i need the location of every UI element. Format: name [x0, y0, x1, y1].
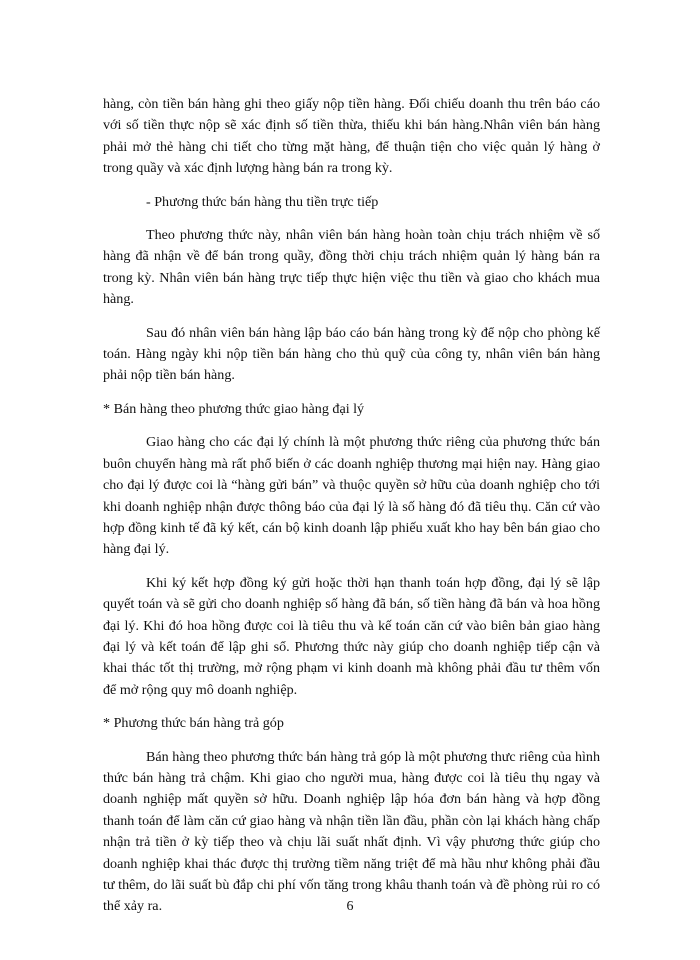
heading-agency-sales: * Bán hàng theo phương thức giao hàng đại lý — [103, 400, 365, 417]
page-number: 6 — [346, 899, 354, 914]
paragraph-direct-payment: Theo phương thức này, nhân viên bán hàng hoàn toàn chịu trách nhiệm về số hàng đã nhận về để bán trong quầy, đồng thời chịu trách nhiệm quản lý hàng bán ra trong kỳ. Nhân viên bán hàng trực tiếp thực hiện việc thu tiền và giao cho khách mua hàng. — [103, 227, 600, 308]
page-body — [103, 94, 600, 918]
paragraph-agency-delivery: Giao hàng cho các đại lý chính là một phương thức riêng của phương thức bán buôn chuyển hàng mà rất phổ biến ở các doanh nghiệp thương mại hiện nay. Hàng giao cho đại lý được coi là “hàng gửi bán” và thuộc quyền sở hữu của doanh nghiệp cho tới khi doanh nghiệp nhận được thông báo của đại lý là số hàng đó đã tiêu thụ. Căn cứ vào hợp đồng kinh tế đã ký kết, cán bộ kinh doanh lập phiếu xuất kho hay bên bán giao cho hàng đại lý. — [103, 434, 600, 558]
heading-installment-sales: * Phương thức bán hàng trả góp — [103, 715, 284, 732]
subheading-direct-payment: - Phương thức bán hàng thu tiền trực tiếp — [146, 193, 379, 210]
paragraph-continuation: hàng, còn tiền bán hàng ghi theo giấy nộp tiền hàng. Đối chiếu doanh thu trên báo cáo với số tiền thực nộp sẽ xác định số tiền thừa, thiếu khi bán hàng.Nhân viên bán hàng phải mở thẻ hàng chi tiết cho từng mặt hàng, để thuận tiện cho việc quản lý hàng ở trong quầy và xác định lượng hàng bán ra trong kỳ. — [103, 96, 600, 177]
paragraph-sales-report: Sau đó nhân viên bán hàng lập báo cáo bán hàng trong kỳ để nộp cho phòng kế toán. Hàng ngày khi nộp tiền bán hàng cho thủ quỹ của công ty, nhân viên bán hàng phải nộp tiền bán hàng. — [103, 324, 600, 384]
paragraph-installment: Bán hàng theo phương thức bán hàng trả góp là một phương thưc riêng của hình thức bán hàng trả chậm. Khi giao cho người mua, hàng được coi là tiêu thụ ngay và doanh nghiệp mất quyền sở hữu. Doanh nghiệp lập hóa đơn bán hàng và hợp đồng thanh toán để làm căn cứ giao hàng và nhận tiền lần đầu, phần còn lại khách hàng chấp nhận trả tiền ở kỳ tiếp theo và chịu lãi suất nhất định. Vì vậy phương thức giúp cho doanh nghiệp khai thác được thị trường tiềm năng triệt để mà hầu như không phải đầu tư thêm, do lãi suất bù đắp chi phí vốn tăng trong khâu thanh toán và đề phòng rủi ro có thể xảy ra. — [103, 748, 600, 915]
paragraph-agency-settlement: Khi ký kết hợp đồng ký gửi hoặc thời hạn thanh toán hợp đồng, đại lý sẽ lập quyết toán và sẽ gửi cho doanh nghiệp số hàng đã bán, số tiền hàng đã bán và hoa hồng đại lý. Khi đó hoa hồng được coi là tiêu thu và kế toán căn cứ vào biên bản giao hàng đại lý và kết toán để lập ghi sổ. Phương thức này giúp cho doanh nghiệp tiếp cận và khai thác tốt thị trường, mở rộng phạm vi kinh doanh mà không phải đầu tư thêm vốn để mở rộng quy mô doanh nghiệp. — [103, 574, 600, 698]
